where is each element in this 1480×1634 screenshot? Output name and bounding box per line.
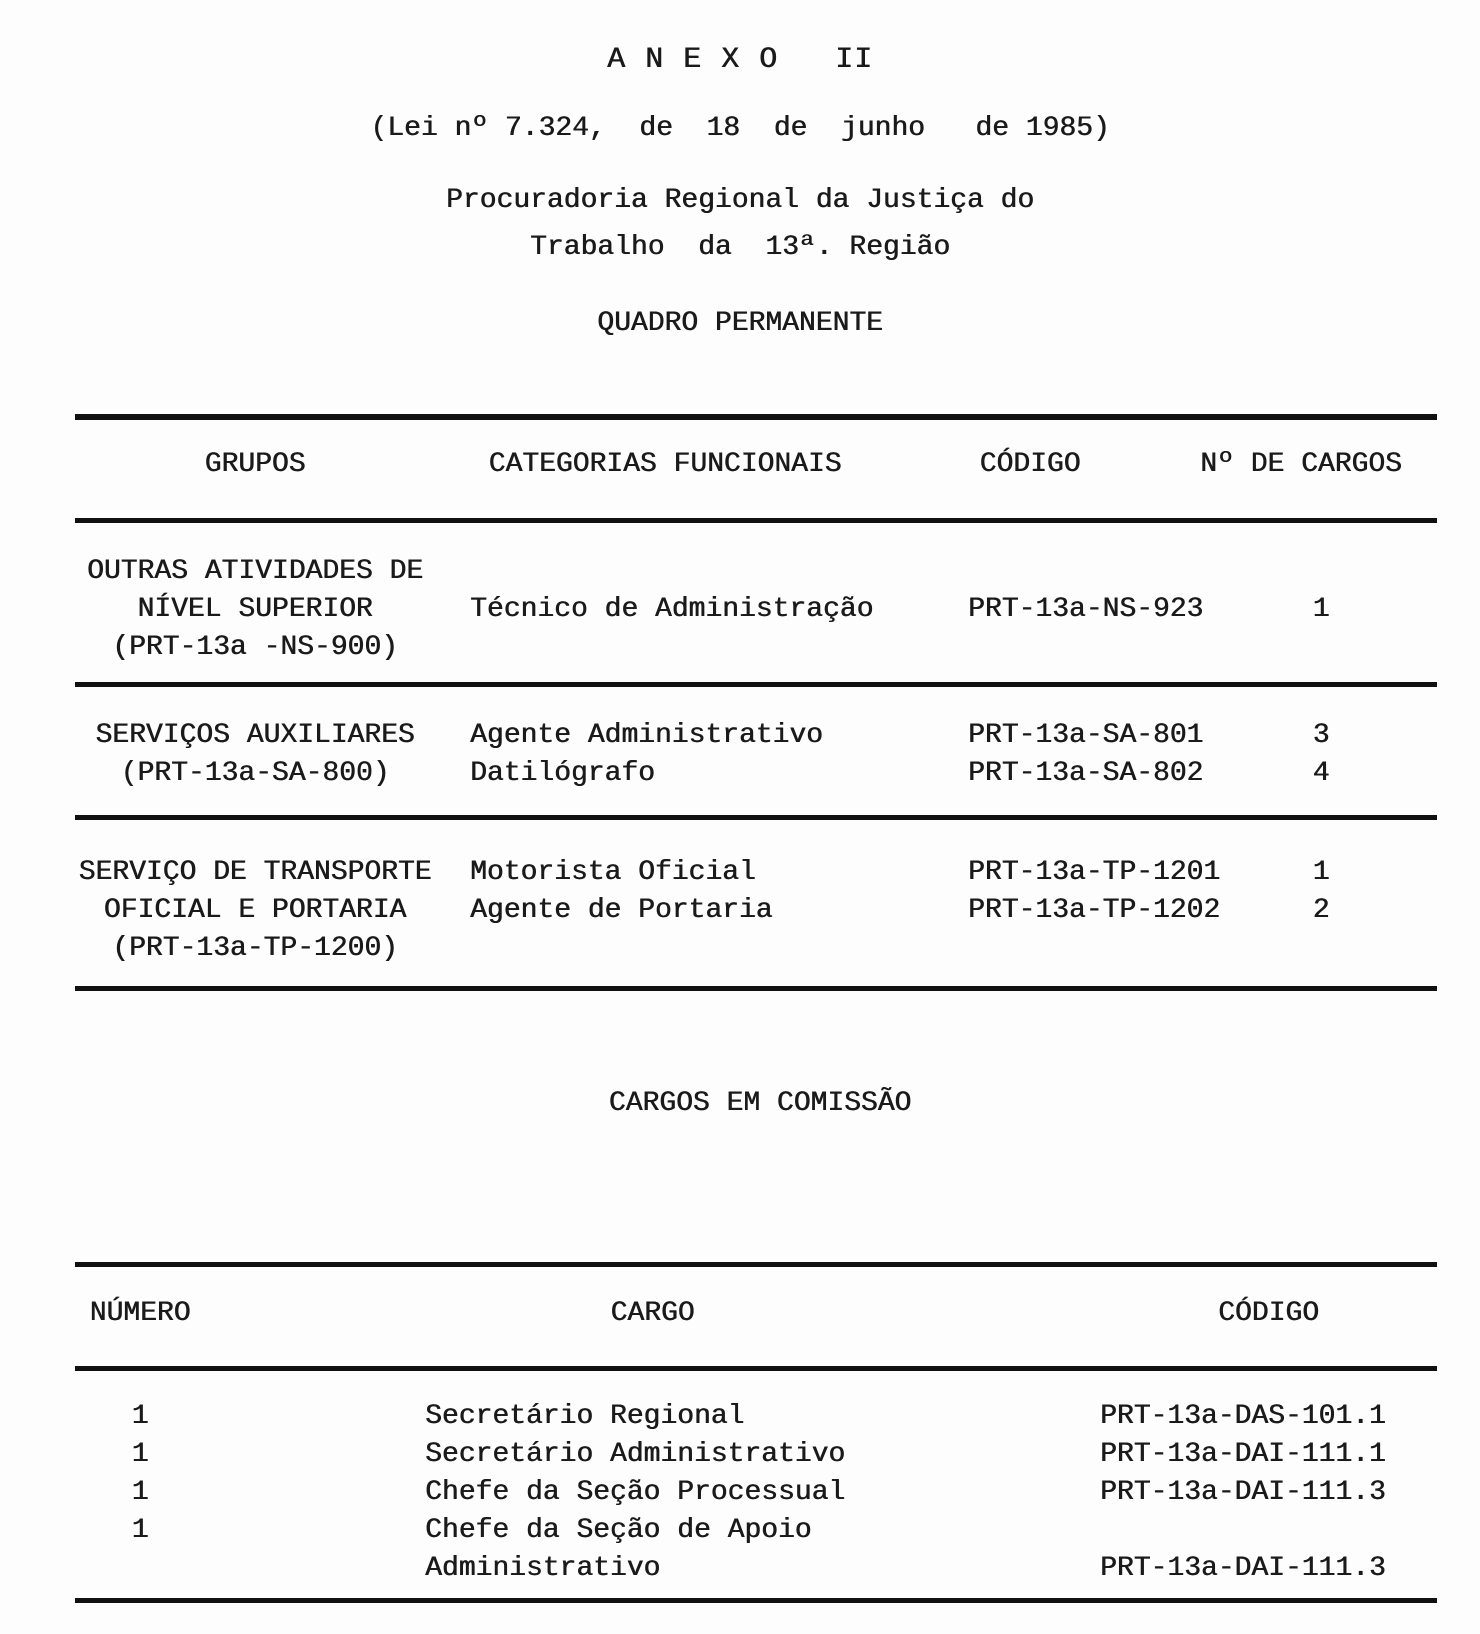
column-header-n-de-cargos: Nº DE CARGOS <box>1200 449 1402 480</box>
grupo-cell <box>75 717 435 793</box>
cargo-cell: Chefe da Seção de Apoio <box>425 1515 812 1546</box>
numero-cell: 1 <box>131 1439 149 1470</box>
numero-cell <box>75 1550 205 1588</box>
table-row <box>75 1398 1437 1436</box>
horizontal-rule <box>75 1598 1437 1603</box>
table-row-servicos-auxiliares <box>75 687 1437 815</box>
grupo-line: SERVIÇO DE TRANSPORTE <box>78 857 432 888</box>
codigo-cell <box>895 854 1221 968</box>
table-row <box>75 1436 1437 1474</box>
grupo-cell <box>75 854 435 968</box>
cargos-value: 4 <box>1312 758 1330 789</box>
categoria-value: Motorista Oficial <box>470 857 756 888</box>
categoria-cell <box>435 717 895 793</box>
table-row <box>75 1474 1437 1512</box>
table-header-row <box>75 420 1437 518</box>
table-row-outras-atividades <box>75 523 1437 682</box>
grupo-line: OUTRAS ATIVIDADES DE <box>86 556 424 587</box>
categoria-value: Agente de Portaria <box>470 895 773 926</box>
categoria-value: Técnico de Administração <box>470 594 874 625</box>
column-header-cargo: CARGO <box>610 1298 695 1329</box>
column-header-categorias-funcionais: CATEGORIAS FUNCIONAIS <box>488 449 842 480</box>
codigo-cell: PRT-13a-DAI-111.1 <box>1100 1439 1386 1470</box>
categoria-value: Datilógrafo <box>470 758 655 789</box>
cargo-cell: Administrativo <box>425 1553 661 1584</box>
codigo-cell: PRT-13a-DAI-111.3 <box>1100 1553 1386 1584</box>
grupo-line: (PRT-13a-TP-1200) <box>112 933 398 964</box>
cargos-value: 2 <box>1312 895 1330 926</box>
table-header-row <box>75 1267 1437 1366</box>
table-row-servico-transporte-portaria <box>75 820 1437 986</box>
section-title-cargos-em-comissao: CARGOS EM COMISSÃO <box>608 1088 912 1119</box>
codigo-cell <box>895 553 1204 667</box>
grupo-cell <box>75 553 435 667</box>
cargo-cell: Chefe da Seção Processual <box>425 1477 846 1508</box>
codigo-value: PRT-13a-NS-923 <box>968 594 1204 625</box>
cargos-em-comissao-table <box>75 1262 1437 1603</box>
codigo-cell <box>1100 1512 1437 1550</box>
page-title: A N E X O II <box>606 43 874 77</box>
grupo-line: OFICIAL E PORTARIA <box>103 895 407 926</box>
horizontal-rule <box>75 986 1437 991</box>
table-row <box>75 1512 1437 1550</box>
codigo-value: PRT-13a-SA-801 <box>968 720 1204 751</box>
cargo-cell: Secretário Administrativo <box>425 1439 846 1470</box>
grupo-line: NÍVEL SUPERIOR <box>137 594 373 625</box>
numero-cell: 1 <box>131 1515 149 1546</box>
column-header-codigo: CÓDIGO <box>979 449 1081 480</box>
grupo-line: (PRT-13a-SA-800) <box>120 758 390 789</box>
codigo-cell: PRT-13a-DAS-101.1 <box>1100 1401 1386 1432</box>
codigo-cell: PRT-13a-DAI-111.3 <box>1100 1477 1386 1508</box>
law-reference: (Lei nº 7.324, de 18 de junho de 1985) <box>370 113 1110 144</box>
codigo-cell <box>895 717 1204 793</box>
cargos-value: 3 <box>1312 720 1330 751</box>
org-name-line-2: Trabalho da 13ª. Região <box>529 232 951 263</box>
cargos-cell <box>1165 553 1437 667</box>
table-row <box>75 1550 1437 1588</box>
column-header-grupos: GRUPOS <box>204 449 306 480</box>
numero-cell: 1 <box>131 1477 149 1508</box>
cargos-cell <box>1165 854 1437 968</box>
table-body <box>75 1371 1437 1598</box>
section-title-quadro-permanente: QUADRO PERMANENTE <box>597 308 883 339</box>
codigo-value: PRT-13a-SA-802 <box>968 758 1204 789</box>
categoria-cell <box>435 854 895 968</box>
grupo-line: (PRT-13a -NS-900) <box>112 632 398 663</box>
numero-cell: 1 <box>131 1401 149 1432</box>
column-header-numero: NÚMERO <box>89 1298 191 1329</box>
categoria-value: Agente Administrativo <box>470 720 823 751</box>
cargos-cell <box>1165 717 1437 793</box>
categoria-cell <box>435 553 895 667</box>
quadro-permanente-table <box>75 414 1437 991</box>
org-name-line-1: Procuradoria Regional da Justiça do <box>445 185 1035 216</box>
cargos-value: 1 <box>1312 857 1330 888</box>
grupo-line: SERVIÇOS AUXILIARES <box>95 720 415 751</box>
codigo-value: PRT-13a-TP-1201 <box>968 857 1221 888</box>
column-header-codigo: CÓDIGO <box>1218 1298 1319 1329</box>
cargo-cell: Secretário Regional <box>425 1401 745 1432</box>
cargos-value: 1 <box>1312 594 1330 625</box>
codigo-value: PRT-13a-TP-1202 <box>968 895 1221 926</box>
